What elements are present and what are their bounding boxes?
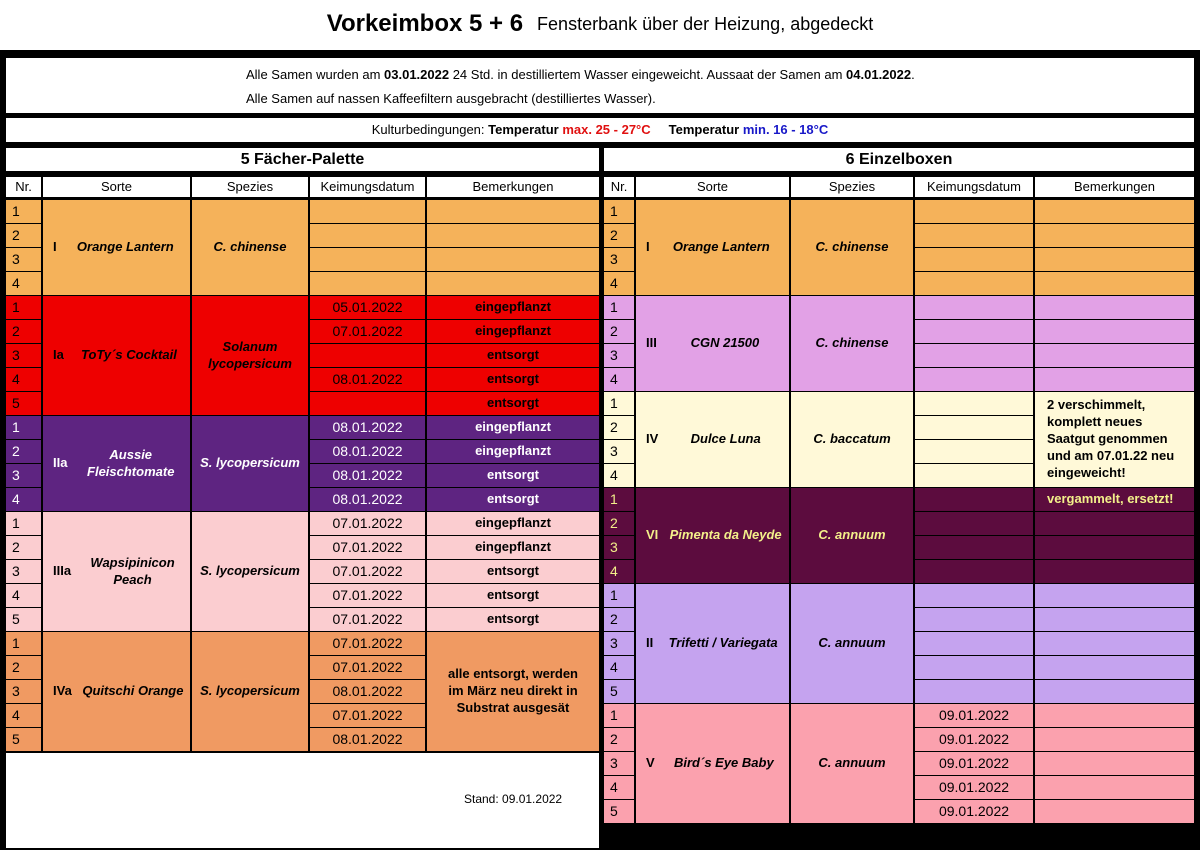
row-number: 4 xyxy=(604,776,634,799)
row-number: 1 xyxy=(6,632,41,655)
column-header-keimung: Keimungsdatum xyxy=(310,177,425,197)
row-number: 3 xyxy=(604,536,634,559)
group-id: IIa xyxy=(53,455,68,471)
keimungsdatum-cell xyxy=(310,200,425,223)
remarks-cell xyxy=(1035,752,1194,775)
keimungsdatum-cell: 09.01.2022 xyxy=(915,776,1033,799)
sorte-cell xyxy=(43,512,190,631)
sorte-cell xyxy=(43,416,190,511)
keimungsdatum-cell: 08.01.2022 xyxy=(310,680,425,703)
row-number: 5 xyxy=(6,728,41,751)
page-title xyxy=(0,10,1200,38)
column-header-keimung: Keimungsdatum xyxy=(915,177,1033,197)
row-number: 5 xyxy=(604,680,634,703)
keimungsdatum-cell xyxy=(310,392,425,415)
remarks-cell xyxy=(1035,680,1194,703)
row-number: 4 xyxy=(6,272,41,295)
keimungsdatum-cell xyxy=(915,200,1033,223)
remarks-cell xyxy=(1035,224,1194,247)
sorte-name: Aussie Fleischtomate xyxy=(87,446,175,479)
column-header-nr: Nr. xyxy=(604,177,634,197)
keimungsdatum-cell: 07.01.2022 xyxy=(310,656,425,679)
spezies-cell: C. chinense xyxy=(791,296,913,391)
row-number: 5 xyxy=(604,800,634,823)
keimungsdatum-cell xyxy=(915,512,1033,535)
group-id: II xyxy=(646,635,654,651)
group-id: VI xyxy=(646,527,659,543)
keimungsdatum-cell: 07.01.2022 xyxy=(310,512,425,535)
culture-conditions xyxy=(6,118,1194,142)
column-header-bemerkungen: Bemerkungen xyxy=(1035,177,1194,197)
keimungsdatum-cell xyxy=(915,296,1033,319)
remarks-cell xyxy=(427,248,599,271)
keimungsdatum-cell: 09.01.2022 xyxy=(915,704,1033,727)
remarks-cell: entsorgt xyxy=(427,560,599,583)
spezies-cell: Solanum lycopersicum xyxy=(192,296,308,415)
group-id: V xyxy=(646,755,655,771)
row-number: 4 xyxy=(604,368,634,391)
row-number: 3 xyxy=(6,560,41,583)
keimungsdatum-cell: 09.01.2022 xyxy=(915,728,1033,751)
remarks-cell: vergammelt, ersetzt! xyxy=(1035,488,1194,511)
temp-max: max. 25 - 27°C xyxy=(562,122,651,137)
keimungsdatum-cell: 08.01.2022 xyxy=(310,464,425,487)
remarks-cell xyxy=(1035,536,1194,559)
row-number: 1 xyxy=(604,584,634,607)
group-id: IVa xyxy=(53,683,72,699)
sorte-cell xyxy=(636,200,789,295)
keimungsdatum-cell: 07.01.2022 xyxy=(310,320,425,343)
row-number: 4 xyxy=(6,584,41,607)
row-number: 3 xyxy=(604,632,634,655)
keimungsdatum-cell: 07.01.2022 xyxy=(310,632,425,655)
keimungsdatum-cell: 09.01.2022 xyxy=(915,752,1033,775)
sorte-name: ToTy´s Cocktail xyxy=(81,347,177,363)
keimungsdatum-cell xyxy=(915,680,1033,703)
row-number: 3 xyxy=(604,440,634,463)
group-id: IV xyxy=(646,431,659,447)
spezies-cell: S. lycopersicum xyxy=(192,512,308,631)
title-main: Vorkeimbox 5 + 6 xyxy=(326,10,524,37)
row-number: 4 xyxy=(6,488,41,511)
row-number: 1 xyxy=(6,296,41,319)
sorte-name: CGN 21500 xyxy=(690,335,760,351)
row-number: 2 xyxy=(604,224,634,247)
row-number: 5 xyxy=(6,392,41,415)
row-number: 4 xyxy=(604,464,634,487)
sorte-cell xyxy=(636,704,789,823)
keimungsdatum-cell: 07.01.2022 xyxy=(310,608,425,631)
remarks-cell: eingepflanzt xyxy=(427,512,599,535)
sowing-notes xyxy=(6,58,1194,113)
keimungsdatum-cell xyxy=(915,632,1033,655)
remarks-cell xyxy=(1035,608,1194,631)
remarks-cell xyxy=(427,224,599,247)
keimungsdatum-cell xyxy=(915,488,1033,511)
remarks-cell xyxy=(1035,200,1194,223)
row-number: 2 xyxy=(6,536,41,559)
group-id: I xyxy=(646,239,650,255)
remarks-cell: entsorgt xyxy=(427,392,599,415)
keimungsdatum-cell xyxy=(915,344,1033,367)
remarks-cell xyxy=(1035,248,1194,271)
remarks-cell xyxy=(1035,800,1194,823)
remarks-cell xyxy=(1035,320,1194,343)
keimungsdatum-cell xyxy=(310,224,425,247)
keimungsdatum-cell xyxy=(310,344,425,367)
remarks-merged: 2 verschimmelt, komplett neues Saatgut genommen und am 07.01.22 neu eingeweicht! xyxy=(1035,392,1194,487)
keimungsdatum-cell: 07.01.2022 xyxy=(310,560,425,583)
keimungsdatum-cell: 07.01.2022 xyxy=(310,536,425,559)
sorte-cell xyxy=(43,296,190,415)
sorte-name: Orange Lantern xyxy=(672,239,770,255)
remarks-cell xyxy=(1035,584,1194,607)
notes-text: . xyxy=(911,67,915,82)
keimungsdatum-cell xyxy=(915,656,1033,679)
remarks-cell xyxy=(1035,728,1194,751)
spezies-cell: C. annuum xyxy=(791,704,913,823)
row-number: 3 xyxy=(604,344,634,367)
column-header-sorte: Sorte xyxy=(636,177,789,197)
title-subtitle: Fensterbank über der Heizung, abgedeckt xyxy=(537,13,874,34)
remarks-cell xyxy=(1035,368,1194,391)
row-number: 2 xyxy=(6,440,41,463)
row-number: 3 xyxy=(604,752,634,775)
keimungsdatum-cell: 08.01.2022 xyxy=(310,728,425,751)
row-number: 4 xyxy=(604,656,634,679)
row-number: 2 xyxy=(6,656,41,679)
row-number: 3 xyxy=(6,344,41,367)
remarks-cell xyxy=(1035,632,1194,655)
temp-label: Temperatur xyxy=(668,122,740,137)
sowing-date: 04.01.2022 xyxy=(846,67,912,82)
row-number: 4 xyxy=(6,704,41,727)
sorte-name: Bird´s Eye Baby xyxy=(673,755,774,771)
sorte-cell xyxy=(636,296,789,391)
panel-title: 5 Fächer-Palette xyxy=(6,148,599,171)
remarks-cell xyxy=(1035,776,1194,799)
sorte-cell xyxy=(43,632,190,751)
sorte-name: Trifetti / Variegata xyxy=(668,635,778,651)
row-number: 2 xyxy=(604,728,634,751)
remarks-cell: eingepflanzt xyxy=(427,296,599,319)
remarks-cell: entsorgt xyxy=(427,464,599,487)
remarks-cell xyxy=(1035,560,1194,583)
notes-text: Alle Samen wurden am xyxy=(246,67,385,82)
row-number: 3 xyxy=(6,464,41,487)
sorte-name: Dulce Luna xyxy=(690,431,761,447)
conditions-label: Kulturbedingungen: xyxy=(371,122,489,137)
remarks-cell xyxy=(1035,296,1194,319)
remarks-cell: eingepflanzt xyxy=(427,320,599,343)
row-number: 1 xyxy=(604,704,634,727)
row-number: 4 xyxy=(604,272,634,295)
temp-label: Temperatur xyxy=(488,122,559,137)
keimungsdatum-cell xyxy=(915,368,1033,391)
keimungsdatum-cell xyxy=(915,224,1033,247)
row-number: 2 xyxy=(604,608,634,631)
remarks-cell: entsorgt xyxy=(427,608,599,631)
sorte-name: Quitschi Orange xyxy=(82,683,184,699)
row-number: 1 xyxy=(604,296,634,319)
group-id: Ia xyxy=(53,347,64,363)
remarks-cell: eingepflanzt xyxy=(427,536,599,559)
keimungsdatum-cell xyxy=(915,608,1033,631)
remarks-cell xyxy=(1035,704,1194,727)
sorte-name: Pimenta da Neyde xyxy=(669,527,782,543)
remarks-cell: entsorgt xyxy=(427,368,599,391)
column-header-bemerkungen: Bemerkungen xyxy=(427,177,599,197)
keimungsdatum-cell xyxy=(310,272,425,295)
keimungsdatum-cell xyxy=(310,248,425,271)
keimungsdatum-cell: 08.01.2022 xyxy=(310,416,425,439)
keimungsdatum-cell xyxy=(915,320,1033,343)
group-id: I xyxy=(53,239,57,255)
row-number: 1 xyxy=(604,392,634,415)
row-number: 5 xyxy=(6,608,41,631)
spezies-cell: S. lycopersicum xyxy=(192,632,308,751)
row-number: 1 xyxy=(6,512,41,535)
stand-date: Stand: 09.01.2022 xyxy=(464,792,563,806)
column-header-spezies: Spezies xyxy=(192,177,308,197)
notes-text: 24 Std. in destilliertem Wasser eingeweicht. Aussaat der Samen am xyxy=(449,67,847,82)
row-number: 3 xyxy=(6,680,41,703)
remarks-cell xyxy=(1035,512,1194,535)
remarks-cell xyxy=(427,272,599,295)
keimungsdatum-cell: 05.01.2022 xyxy=(310,296,425,319)
palette-panel xyxy=(6,148,599,850)
temp-min: min. 16 - 18°C xyxy=(742,122,829,137)
remarks-cell xyxy=(1035,656,1194,679)
spezies-cell: S. lycopersicum xyxy=(192,416,308,511)
row-number: 2 xyxy=(604,416,634,439)
group-id: IIIa xyxy=(53,563,72,579)
keimungsdatum-cell xyxy=(915,584,1033,607)
remarks-cell xyxy=(1035,344,1194,367)
keimungsdatum-cell xyxy=(915,560,1033,583)
sorte-cell xyxy=(636,488,789,583)
keimungsdatum-cell xyxy=(915,440,1033,463)
row-number: 3 xyxy=(604,248,634,271)
column-header-sorte: Sorte xyxy=(43,177,190,197)
keimungsdatum-cell xyxy=(915,248,1033,271)
keimungsdatum-cell xyxy=(915,272,1033,295)
remarks-cell: eingepflanzt xyxy=(427,416,599,439)
row-number: 3 xyxy=(6,248,41,271)
row-number: 2 xyxy=(6,320,41,343)
spezies-cell: C. annuum xyxy=(791,584,913,703)
row-number: 1 xyxy=(604,200,634,223)
row-number: 4 xyxy=(6,368,41,391)
row-number: 2 xyxy=(604,320,634,343)
keimungsdatum-cell xyxy=(915,416,1033,439)
row-number: 1 xyxy=(6,200,41,223)
remarks-cell xyxy=(1035,272,1194,295)
keimungsdatum-cell: 08.01.2022 xyxy=(310,368,425,391)
column-header-nr: Nr. xyxy=(6,177,41,197)
remarks-merged: alle entsorgt, werden im März neu direkt in Substrat ausgesät xyxy=(427,632,599,751)
row-number: 1 xyxy=(604,488,634,511)
keimungsdatum-cell xyxy=(915,464,1033,487)
keimungsdatum-cell: 07.01.2022 xyxy=(310,704,425,727)
sorte-cell xyxy=(636,584,789,703)
spezies-cell: C. chinense xyxy=(192,200,308,295)
remarks-cell xyxy=(427,200,599,223)
remarks-cell: eingepflanzt xyxy=(427,440,599,463)
group-id: III xyxy=(646,335,657,351)
sorte-name: Wapsipinicon Peach xyxy=(90,554,175,587)
spezies-cell: C. annuum xyxy=(791,488,913,583)
soak-date: 03.01.2022 xyxy=(384,67,450,82)
keimungsdatum-cell: 08.01.2022 xyxy=(310,440,425,463)
column-header-spezies: Spezies xyxy=(791,177,913,197)
row-number: 2 xyxy=(604,512,634,535)
sorte-name: Orange Lantern xyxy=(76,239,174,255)
notes-line-1 xyxy=(246,67,915,82)
row-number: 1 xyxy=(6,416,41,439)
keimungsdatum-cell: 08.01.2022 xyxy=(310,488,425,511)
remarks-cell: entsorgt xyxy=(427,584,599,607)
keimungsdatum-cell: 07.01.2022 xyxy=(310,584,425,607)
row-number: 4 xyxy=(604,560,634,583)
sorte-cell xyxy=(43,200,190,295)
keimungsdatum-cell: 09.01.2022 xyxy=(915,800,1033,823)
sorte-cell xyxy=(636,392,789,487)
spezies-cell: C. baccatum xyxy=(791,392,913,487)
row-number: 2 xyxy=(6,224,41,247)
remarks-cell: entsorgt xyxy=(427,344,599,367)
keimungsdatum-cell xyxy=(915,536,1033,559)
panel-title: 6 Einzelboxen xyxy=(604,148,1194,171)
remarks-cell: entsorgt xyxy=(427,488,599,511)
einzelboxen-panel xyxy=(604,148,1194,850)
spezies-cell: C. chinense xyxy=(791,200,913,295)
notes-line-2: Alle Samen auf nassen Kaffeefiltern ausgebracht (destilliertes Wasser). xyxy=(246,91,656,106)
keimungsdatum-cell xyxy=(915,392,1033,415)
